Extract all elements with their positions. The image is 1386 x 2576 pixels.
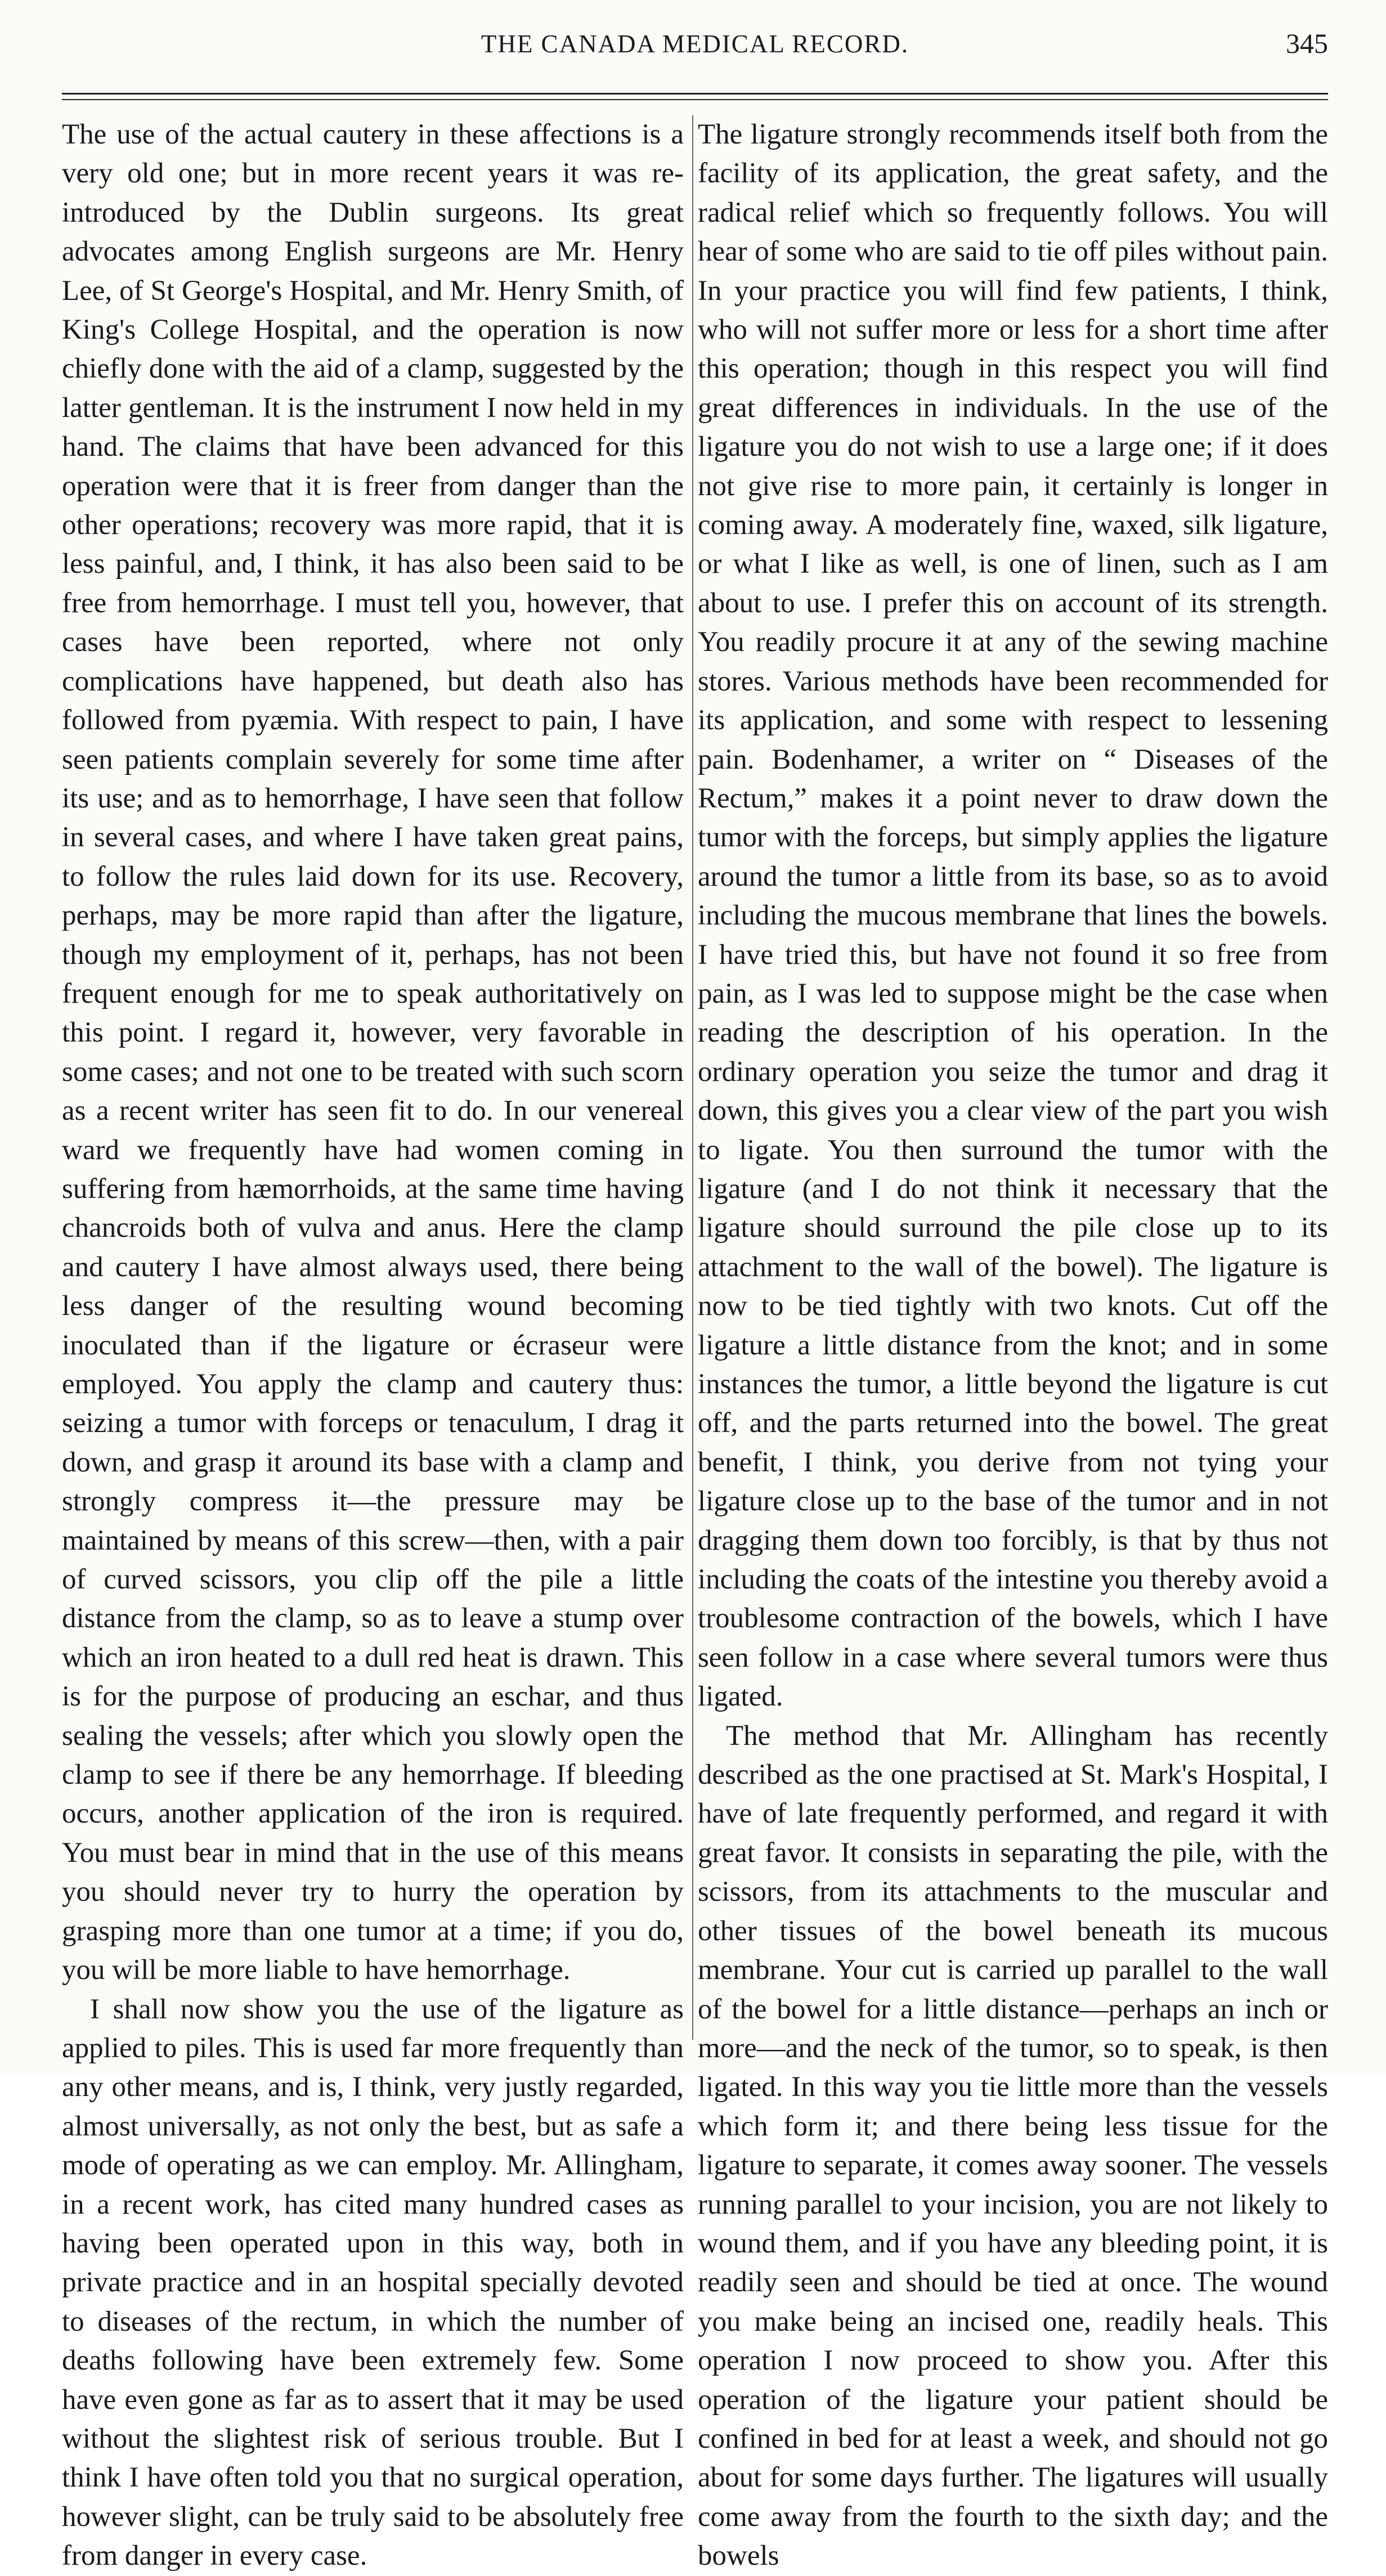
header-rule-double — [62, 99, 1328, 100]
paragraph-ligature-intro: I shall now show you the use of the ligature as applied to piles. This is used far more frequently than any other means, and is, I think, very justly regarded, almost universally, as not only the best, but as safe a mode of operating as we can employ. Mr. Allingham, in a recent work, has cited many hundred cases as having been operated upon in this way, both in private practice and in an hospital specially devoted to diseases of the rectum, in which the number of deaths following have been extremely few. Some have even gone as far as to assert that it may be used without the slightest risk of serious trouble. But I think I have often told you that no surgical operation, however slight, can be truly said to be absolutely free from danger in every case. — [62, 1993, 684, 2572]
paragraph-allingham-method: The method that Mr. Allingham has recently described as the one practised at St. Mark's Hospital, I have of late frequently performed, and regard it with great favor. It consists in separating the pile, with the scissors, from its attachments to the muscular and other tissues of the bowel beneath its mucous membrane. Your cut is carried up parallel to the wall of the bowel for a little distance—perhaps an inch or more—and the neck of the tumor, so to speak, is then ligated. In this way you tie little more than the vessels which form it; and there being less tissue for the ligature to separate, it comes away sooner. The vessels running parallel to your incision, you are not likely to wound them, and if you have any bleeding point, it is readily seen and should be tied at once. The wound you make being an incised one, readily heals. This operation I now proceed to show you. After this operation of the ligature your patient should be confined in bed for at least a week, and should not go about for some days further. The ligatures will usually come away from the fourth to the sixth day; and the bowels — [698, 1720, 1328, 2572]
column-divider — [692, 115, 693, 2040]
right-column — [698, 115, 1328, 2572]
paragraph-cautery: The use of the actual cautery in these affections is a very old one; but in more recent years it was re-introduced by the Dublin surgeons. Its great advocates among English surgeons are Mr. Henry Lee, of St George's Hospital, and Mr. Henry Smith, of King's College Hospital, and the operation is now chiefly done with the aid of a clamp, suggested by the latter gentleman. It is the instrument I now held in my hand. The claims that have been advanced for this operation were that it is freer from danger than the other operations; recovery was more rapid, that it is less painful, and, I think, it has also been said to be free from hemorrhage. I must tell you, however, that cases have been reported, where not only complications have happened, but death also has followed from pyæmia. With respect to pain, I have seen patients complain severely for some time after its use; and as to hemorrhage, I have seen that follow in several cases, and where I have taken great pains, to follow the rules laid down for its use. Recovery, perhaps, may be more rapid than after the ligature, though my employment of it, perhaps, has not been frequent enough for me to speak authoritatively on this point. I regard it, however, very favorable in some cases; and not one to be treated with such scorn as a recent writer has seen fit to do. In our venereal ward we frequently have had women coming in suffering from hæmorrhoids, at the same time having chancroids both of vulva and anus. Here the clamp and cautery I have almost always used, there being less danger of the resulting wound becoming inoculated than if the ligature or écraseur were employed. You apply the clamp and cautery thus: seizing a tumor with forceps or tenaculum, I drag it down, and grasp it around its base with a clamp and strongly compress it—the pressure may be maintained by means of this screw—then, with a pair of curved scissors, you clip off the pile a little distance from the clamp, so as to leave a stump over which an iron heated to a dull red heat is drawn. This is for the purpose of producing an eschar, and thus sealing the vessels; after which you slowly open the clamp to see if there be any hemorrhage. If bleeding occurs, another application of the iron is required. You must bear in mind that in the use of this means you should never try to hurry the operation by grasping more than one tumor at a time; if you do, you will be more liable to have hemorrhage. — [62, 119, 684, 1986]
header-rule — [62, 93, 1328, 95]
running-head: THE CANADA MEDICAL RECORD. — [481, 30, 909, 58]
paragraph-ligature-method: The ligature strongly recommends itself both from the facility of its application, the great safety, and the radical relief which so frequently follows. You will hear of some who are said to tie off piles without pain. In your practice you will find few patients, I think, who will not suffer more or less for a short time after this operation; though in this respect you will find great differences in individuals. In the use of the ligature you do not wish to use a large one; if it does not give rise to more pain, it certainly is longer in coming away. A moderately fine, waxed, silk ligature, or what I like as well, is one of linen, such as I am about to use. I prefer this on account of its strength. You readily procure it at any of the sewing machine stores. Various methods have been recommended for its application, and some with respect to lessening pain. Bodenhamer, a writer on “ Diseases of the Rectum,” makes it a point never to draw down the tumor with the forceps, but simply applies the ligature around the tumor a little from its base, so as to avoid including the mucous membrane that lines the bowels. I have tried this, but have not found it so free from pain, as I was led to suppose might be the case when reading the description of his operation. In the ordinary operation you seize the tumor and drag it down, this gives you a clear view of the part you wish to ligate. You then surround the tumor with the ligature (and I do not think it necessary that the ligature should surround the pile close up to its attachment to the wall of the bowel). The ligature is now to be tied tightly with two knots. Cut off the ligature a little distance from the knot; and in some instances the tumor, a little beyond the ligature is cut off, and the parts returned into the bowel. The great benefit, I think, you derive from not tying your ligature close up to the base of the tumor and in not dragging them down too forcibly, is that by thus not including the coats of the intestine you thereby avoid a troublesome contraction of the bowels, which I have seen follow in a case where several tumors were thus ligated. — [698, 119, 1328, 1713]
left-column — [62, 115, 684, 2572]
page-number: 345 — [1286, 28, 1328, 59]
page-header — [62, 23, 1328, 73]
